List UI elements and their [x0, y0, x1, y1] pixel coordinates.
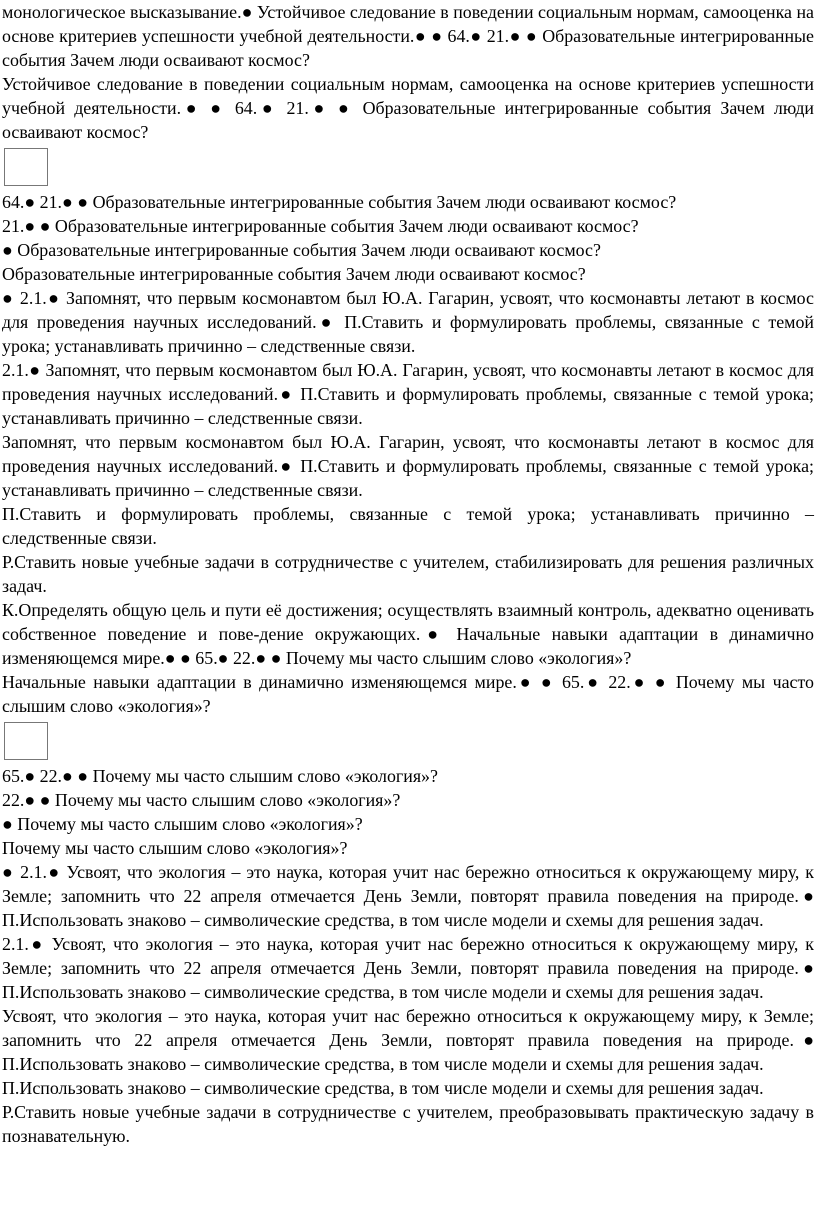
paragraph: Устойчивое следование в поведении социальным нормам, самооценка на основе критериев успешности учебной деятельности.● ● 64.● 21.● ● Образовательные интегрированные события Зачем люди осваивают космос?	[2, 74, 814, 142]
paragraph: Образовательные интегрированные события Зачем люди осваивают космос?	[2, 264, 586, 284]
paragraph: 22.● ● Почему мы часто слышим слово «экология»?	[2, 790, 401, 810]
paragraph: Запомнят, что первым космонавтом был Ю.А. Гагарин, усвоят, что космонавты летают в космос для проведения научных исследований.● П.Ставить и формулировать проблемы, связанные с темой урока; устанавливать причинно – следственные связи.	[2, 432, 814, 500]
paragraph: ● Образовательные интегрированные события Зачем люди осваивают космос?	[2, 240, 601, 260]
paragraph: 2.1.● Усвоят, что экология – это наука, которая учит нас бережно относиться к окружающему миру, к Земле; запомнить что 22 апреля отмечается День Земли, повторят правила поведения на природе.● П.Использовать знаково – символические средства, в том числе модели и схемы для решения задач.	[2, 934, 814, 1002]
paragraph: П.Ставить и формулировать проблемы, связанные с темой урока; устанавливать причинно – следственные связи.	[2, 504, 814, 548]
paragraph: 65.● 22.● ● Почему мы часто слышим слово «экология»?	[2, 766, 438, 786]
paragraph: 21.● ● Образовательные интегрированные события Зачем люди осваивают космос?	[2, 216, 639, 236]
paragraph: 2.1.● Запомнят, что первым космонавтом был Ю.А. Гагарин, усвоят, что космонавты летают в космос для проведения научных исследований.● П.Ставить и формулировать проблемы, связанные с темой урока; устанавливать причинно – следственные связи.	[2, 360, 814, 428]
paragraph: К.Определять общую цель и пути её достижения; осуществлять взаимный контроль, адекватно оценивать собственное поведение и пове-дение окружающих.● Начальные навыки адаптации в динамично изменяющемся мире.● ● 65.● 22.● ● Почему мы часто слышим слово «экология»?	[2, 600, 814, 668]
paragraph: ● 2.1.● Усвоят, что экология – это наука, которая учит нас бережно относиться к окружающему миру, к Земле; запомнить что 22 апреля отмечается День Земли, повторят правила поведения на природе.● П.Использовать знаково – символические средства, в том числе модели и схемы для решения задач.	[2, 862, 814, 930]
paragraph: ● Почему мы часто слышим слово «экология»?	[2, 814, 363, 834]
paragraph: Усвоят, что экология – это наука, которая учит нас бережно относиться к окружающему миру, к Земле; запомнить что 22 апреля отмечается День Земли, повторят правила поведения на природе.● П.Использовать знаково – символические средства, в том числе модели и схемы для решения задач.	[2, 1006, 814, 1074]
paragraph: П.Использовать знаково – символические средства, в том числе модели и схемы для решения задач.	[2, 1078, 764, 1098]
empty-image-placeholder	[4, 722, 48, 760]
paragraph: Почему мы часто слышим слово «экология»?	[2, 838, 348, 858]
paragraph: Начальные навыки адаптации в динамично изменяющемся мире.● ● 65.● 22.● ● Почему мы часто слышим слово «экология»?	[2, 672, 814, 716]
paragraph: 64.● 21.● ● Образовательные интегрированные события Зачем люди осваивают космос?	[2, 192, 677, 212]
empty-image-placeholder	[4, 148, 48, 186]
paragraph: ● 2.1.● Запомнят, что первым космонавтом был Ю.А. Гагарин, усвоят, что космонавты летают в космос для проведения научных исследований.● П.Ставить и формулировать проблемы, связанные с темой урока; устанавливать причинно – следственные связи.	[2, 288, 814, 356]
paragraph: монологическое высказывание.● Устойчивое следование в поведении социальным нормам, самооценка на основе критериев успешности учебной деятельности.● ● 64.● 21.● ● Образовательные интегрированные события Зачем люди осваивают космос?	[2, 2, 814, 70]
paragraph: Р.Ставить новые учебные задачи в сотрудничестве с учителем, стабилизировать для решения различных задач.	[2, 552, 814, 596]
paragraph: Р.Ставить новые учебные задачи в сотрудничестве с учителем, преобразовывать практическую задачу в познавательную.	[2, 1102, 814, 1146]
